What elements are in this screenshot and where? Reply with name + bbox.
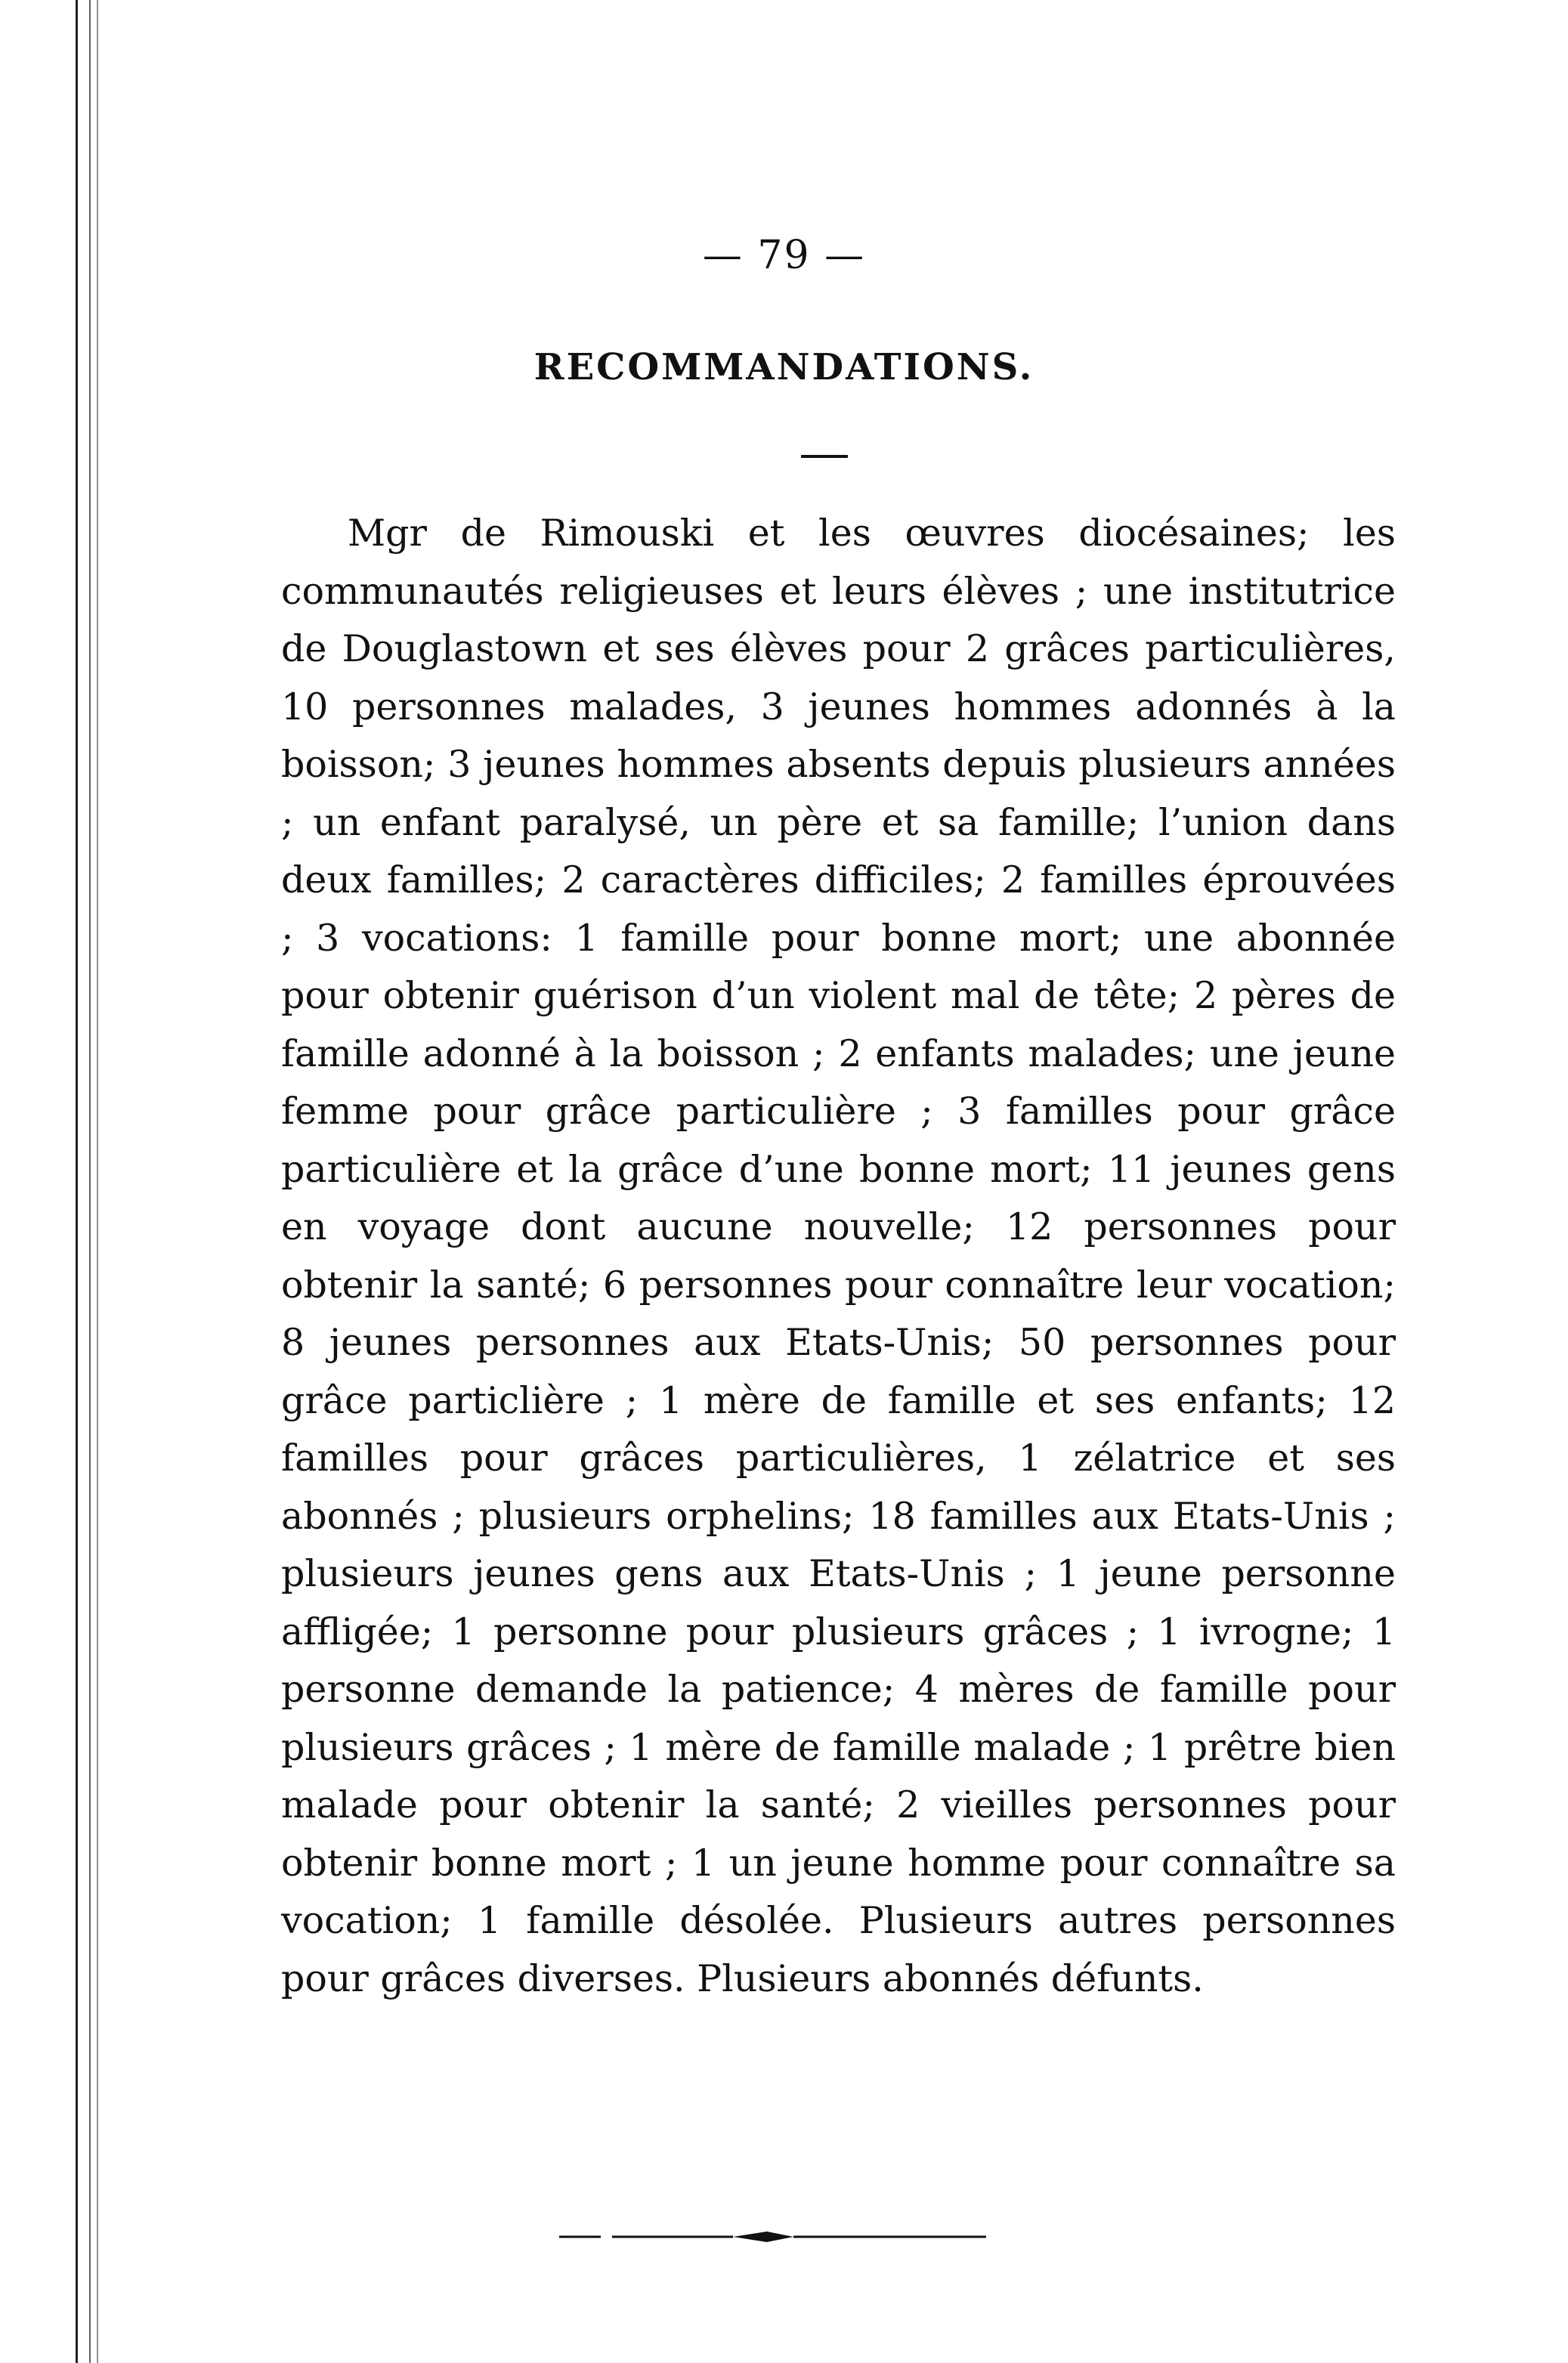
body-paragraph: Mgr de Rimouski et les œuvres diocésaines; les communautés religieuses et leurs élèves ; une institutrice de Douglastown et ses élèves pour 2 grâces particulières, 10 personnes malades, 3 jeunes hommes adonnés à la boisson; 3 jeunes hommes absents depuis plusieurs années ; un enfant paralysé, un père et sa famille; l’union dans deux familles; 2 caractères difficiles; 2 familles éprouvées ; 3 vocations: 1 famille pour bonne mort; une abonnée pour obtenir guérison d’un violent mal de tête; 2 pères de famille adonné à la boisson ; 2 enfants malades; une jeune femme pour grâce particulière ; 3 familles pour grâce particulière et la grâce d’une bonne mort; 11 jeunes gens en voyage dont aucune nouvelle; 12 personnes pour obtenir la santé; 6 personnes pour connaître leur vocation; 8 jeunes personnes aux Etats-Unis; 50 personnes pour grâce particlière ; 1 mère de famille et ses enfants; 12 familles pour grâces particulières, 1 zélatrice et ses abonnés ; plusieurs orphelins; 18 familles aux Etats-Unis ; plusieurs jeunes gens aux Etats-Unis ; 1 jeune personne affligée; 1 personne pour plusieurs grâces ; 1 ivrogne; 1 personne demande la patience; 4 mères de famille pour plusieurs grâces ; 1 mère de famille malade ; 1 prêtre bien malade pour obtenir la santé; 2 vieilles personnes pour obtenir bonne mort ; 1 un jeune homme pour connaître sa vocation; 1 famille désolée. Plusieurs autres personnes pour grâces diverses. Plusieurs abonnés défunts. (281, 512, 1396, 2000)
end-ornament (559, 2225, 986, 2248)
title-rule (801, 455, 848, 458)
page-title: RECOMMANDATIONS. (533, 346, 1035, 388)
page-number: — 79 — (702, 233, 866, 278)
